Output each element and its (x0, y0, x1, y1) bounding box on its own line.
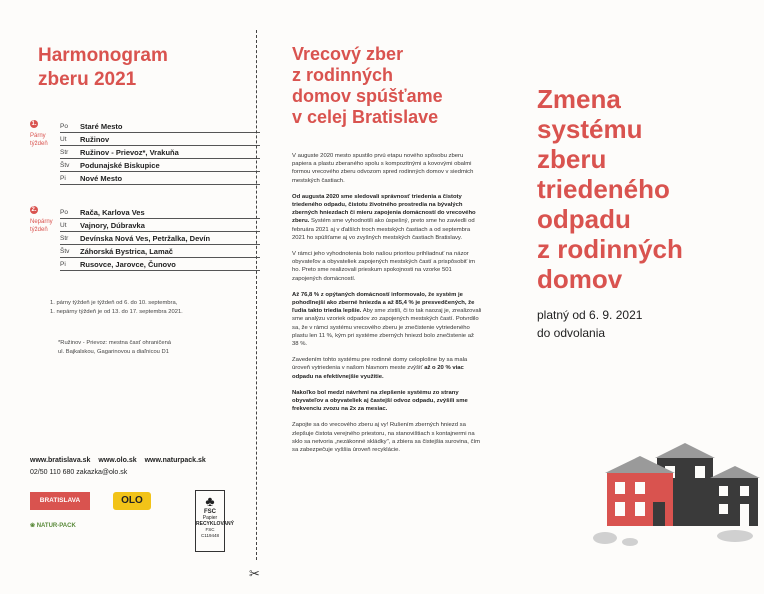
paragraph-bold: až o 20 % viac odpadu na efektívnejšie využitie. (292, 365, 464, 380)
paragraph-text: Aby sme zistili, či to tak naozaj je, zrealizovali sme analýzu vzoriek odpadov zo zapojených mestských častí. Potvrdilo sa, že v rámci systému vrecového zberu je znečistenie vytriedeného plastu len 11 %, kým pri systéme zberných hniezd bolo znečistenie až 38 %. (292, 308, 482, 348)
paragraph-text: Systém sme vyhodnotili ako úspešný, preto sme ho zaviedli od februára 2021 aj v ďalších troch mestských častiach a od septembra 2021 ho spúšťame aj vo zvyšných mestských častiach Bratislavy. (292, 218, 475, 241)
district-note-line: *Ružinov - Prievoz: mestna časť ohraničená (58, 340, 172, 346)
day: Štv (60, 161, 70, 169)
schedule-row (60, 172, 260, 185)
paragraph (292, 193, 482, 242)
fsc-text: Papier (202, 515, 218, 521)
day: Pi (60, 260, 66, 268)
district: Staré Mesto (80, 121, 123, 131)
group-label: Nepárny týždeň (30, 219, 53, 233)
district: Vajnory, Dúbravka (80, 220, 145, 230)
day: Po (60, 208, 68, 216)
naturpack-label: NATUR-PACK (36, 523, 76, 529)
link-naturpack[interactable]: www.naturpack.sk (144, 457, 206, 464)
week-note (50, 299, 230, 316)
paragraph (292, 389, 482, 414)
paragraph: V rámci jeho vyhodnotenia bolo našou prioritou prihliadnuť na názor obyvateľov a obyvateliek zapojených mestských častí a prispôsobiť im ho. Preto sme realizovali prieskum spokojnosti na vzorke 501 zapojených domácností. (292, 251, 476, 282)
schedule-row (60, 206, 260, 219)
group-label: Párny týždeň (30, 133, 48, 147)
scissors-icon: ✂ (249, 566, 260, 581)
district: Rača, Karlova Ves (80, 207, 145, 217)
cover-title-line: zberu (537, 144, 607, 174)
schedule-row (60, 146, 260, 159)
schedule-row (60, 133, 260, 146)
paragraph-bold: Od augusta 2020 sme sledovali správnosť triedenia a čistoty triedeného odpadu, čistotu životného prostredia na bývalých zberných hniezdach či mieru zapojenia domácností do vrecového zberu. (292, 193, 476, 225)
cover-title-line: domov (537, 264, 623, 294)
paragraph (292, 356, 482, 381)
middle-title-line: Vrecový zber (292, 44, 404, 64)
week-note-line: 1. nepárny týždeň je od 13. do 17. septembra 2021. (50, 308, 183, 315)
schedule-row (60, 120, 260, 133)
middle-panel (262, 0, 507, 594)
day: Ut (60, 221, 67, 229)
paragraph: V auguste 2020 mesto spustilo prvú etapu nového spôsobu zberu papiera a plastu zberaného spolu s kompozitnými a kovovými obalmi formou vrecového zberu odvozom spred rodinných domov v siedmich mestských častiach. (292, 153, 474, 184)
middle-body (292, 152, 482, 462)
day: Po (60, 122, 68, 130)
district: Ružinov (80, 134, 110, 144)
middle-title (292, 44, 482, 128)
paragraph (292, 291, 482, 348)
cover-title-line: z rodinných (537, 234, 683, 264)
link-bratislava[interactable]: www.bratislava.sk (30, 457, 91, 464)
day: Ut (60, 135, 67, 143)
paragraph-bold: Nakoľko bol medzi návrhmi na zlepšenie systému zo strany obyvateľov a obyvateliek aj častejší odvoz odpadu, zvýšili sme frekvenciu zvozu na 2x za mesiac. (292, 389, 468, 413)
schedule-title (38, 44, 168, 92)
schedule-row (60, 159, 260, 172)
schedule-row (60, 232, 260, 245)
olo-logo: OLO (113, 492, 151, 510)
logos (30, 492, 234, 552)
fsc-text: RECYKLOVANÝ (196, 521, 234, 527)
group-badge: 1. (31, 121, 37, 127)
schedule-rows (60, 206, 260, 271)
day: Str (60, 234, 69, 242)
cover-title-line: triedeného (537, 174, 670, 204)
houses-illustration (585, 438, 764, 558)
paragraph: Zapojte sa do vrecového zberu aj vy! Rušením zberných hniezd sa zlepšuje čistota verejného priestoru, na stanovištiach s kontajnermi na sklo sa netvoria „nezákonné skládky", a zbiera sa čistejšia surovina, čím sa zabezpečuje vyššia úroveň recyklácie. (292, 422, 481, 454)
fsc-label: FSC (204, 509, 216, 515)
schedule-row (60, 219, 260, 232)
district: Podunajské Biskupice (80, 160, 160, 170)
naturpack-logo (30, 522, 76, 529)
schedule-title-line2: zberu 2021 (38, 69, 137, 90)
bratislava-logo: BRATISLAVA (30, 492, 90, 510)
district: Záhorská Bystrica, Lamač (80, 246, 173, 256)
cover-title-line: systému (537, 114, 643, 144)
left-panel (0, 0, 250, 594)
fsc-logo (195, 490, 234, 552)
cover-title-line: Zmena (537, 84, 621, 114)
link-olo[interactable]: www.olo.sk (98, 457, 137, 464)
valid-from: platný od 6. 9. 2021 (537, 308, 643, 322)
day: Štv (60, 247, 70, 255)
schedule-rows (60, 120, 260, 185)
group-badge: 2. (31, 207, 37, 213)
middle-title-line: z rodinných (292, 65, 394, 85)
validity (537, 306, 642, 342)
district-note-line: ul. Bajkalskou, Gagarinovou a diaľnicou D1 (58, 348, 169, 355)
middle-title-line: domov spúšťame (292, 86, 443, 106)
day: Pi (60, 174, 66, 182)
paragraph-bold: Až 76,8 % z opýtaných domácností informovalo, že systém je pohodlnejší ako zberné hniezda a až 85,4 % je presvedčených, že ľudia takto triedia lepšie. (292, 291, 475, 315)
middle-title-line: v celej Bratislave (292, 107, 439, 127)
cut-line (256, 30, 257, 560)
contacts (30, 455, 212, 479)
week-note-line: 1. párny týždeň je týždeň od 6. do 10. septembra, (50, 300, 178, 306)
fsc-code: FSC C119448 (201, 527, 219, 538)
tree-icon: ♣ (205, 493, 215, 509)
leaf-icon: ❀ (30, 523, 37, 529)
schedule-row (60, 258, 260, 271)
district: Ružinov - Prievoz*, Vrakuňa (80, 147, 179, 157)
paragraph-text: Zavedením tohto systému pre rodinné domy celoplošne by sa mala úroveň vytriedenia v našom hlavnom meste zvýšiť (292, 357, 468, 372)
cover-title-line: odpadu (537, 204, 631, 234)
cover-title (537, 84, 737, 294)
schedule-title-line1: Harmonogram (38, 45, 168, 66)
schedule-row (60, 245, 260, 258)
valid-until: do odvolania (537, 326, 606, 340)
district: Nové Mesto (80, 173, 123, 183)
district: Devínska Nová Ves, Petržalka, Devín (80, 233, 211, 243)
district-note (58, 339, 238, 356)
phone-email: 02/50 110 680 zakazka@olo.sk (30, 469, 128, 476)
district: Rusovce, Jarovce, Čunovo (80, 259, 176, 269)
day: Str (60, 148, 69, 156)
right-panel (515, 0, 764, 594)
